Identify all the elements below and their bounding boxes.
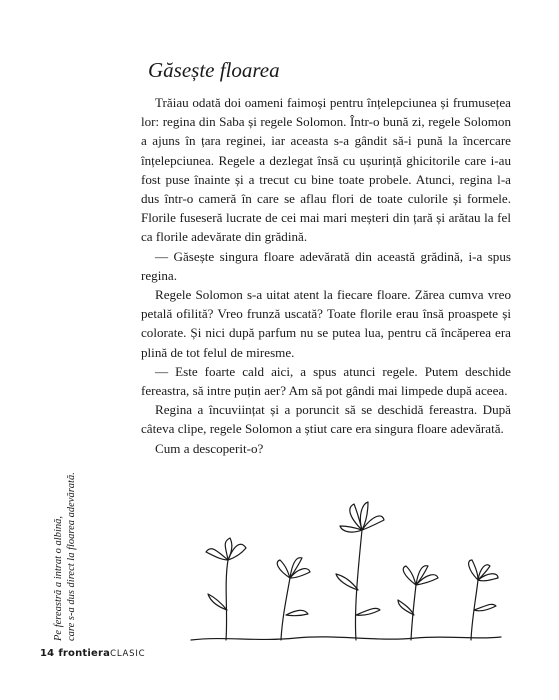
flowers-illustration xyxy=(186,490,506,660)
page-footer xyxy=(40,648,145,659)
answer-line-1: Pe fereastră a intrat o albină, xyxy=(53,515,64,641)
brand-series: CLASIC xyxy=(110,649,146,659)
paragraph: Trăiau odată doi oameni faimoși pentru înțelepciunea și frumusețea lor: regina din Saba și regele Solomon. Într-o bună zi, regele Solomon a ajuns în țara reginei, iar aceasta s-a gândit să-i pună la încercare înțelepciunea. Regele a dezlegat însă cu ușurință ghicitorile care i-au fost puse înainte și a trecut cu bine toate probele. Atunci, regina l-a dus într-o cameră în care se aflau flori de toate culorile și formele. Florile fuseseră lucrate de cei mai mari meșteri din țară și arătau la fel ca florile adevărate din grădină. xyxy=(141,95,511,245)
paragraph: Cum a descoperit-o? xyxy=(155,440,264,456)
answer-line-2: care s-a dus direct la floarea adevărată. xyxy=(66,472,77,641)
story-text xyxy=(141,93,511,458)
paragraph: — Găsește singura floare adevărată din această grădină, i-a spus regina. xyxy=(141,248,511,283)
brand-name: frontiera xyxy=(58,648,111,659)
paragraph: Regina a încuviințat și a poruncit să se deschidă fereastra. După câteva clipe, regele Solomon a știut care era singura floare adevărată. xyxy=(141,402,511,437)
answer-note xyxy=(52,411,78,641)
paragraph: Regele Solomon s-a uitat atent la fiecare floare. Zărea cumva vreo petală ofilită? Vreo frunză uscată? Toate florile erau însă proaspete și colorate. Și nici după parfum nu se putea lua, pentru că încăperea era plină de tot felul de miresme. xyxy=(141,287,511,360)
page-number: 14 xyxy=(40,648,55,659)
paragraph: — Este foarte cald aici, a spus atunci regele. Putem deschide fereastra, să intre puțin aer? Am să pot gândi mai limpede după aceea. xyxy=(141,363,511,399)
page-title: Găsește floarea xyxy=(148,58,280,82)
